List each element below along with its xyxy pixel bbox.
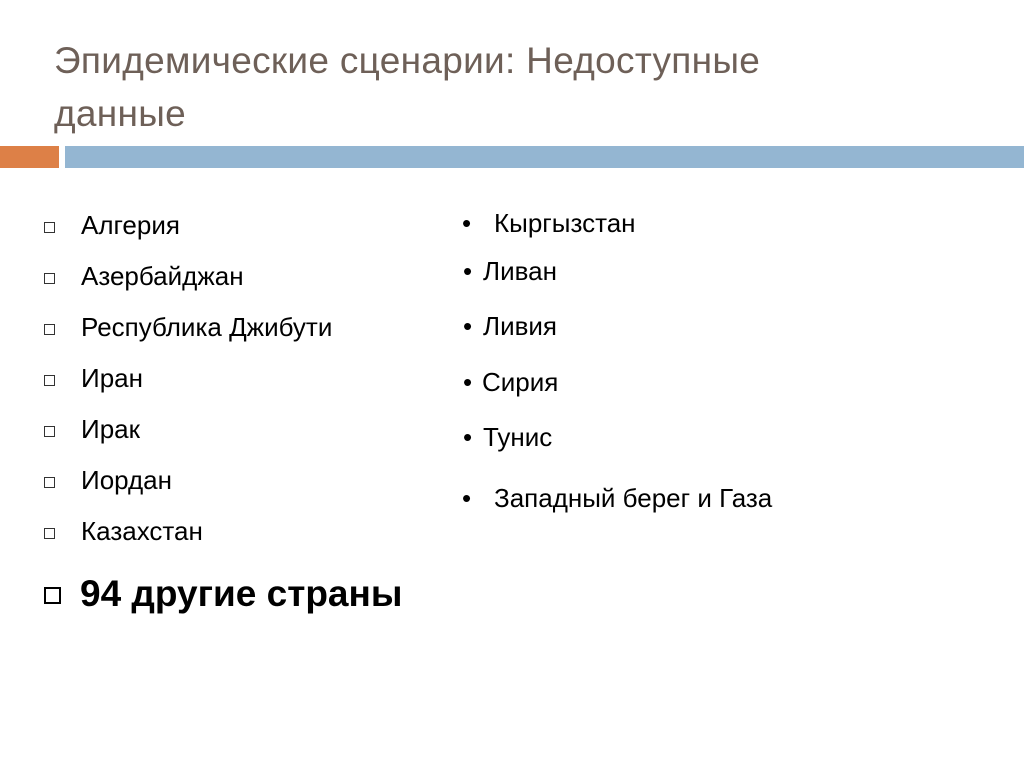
list-item-label: Казахстан [81, 516, 203, 546]
hollow-square-bullet-icon [44, 587, 61, 604]
round-bullet-icon: • [463, 367, 473, 397]
list-item-label: Ирак [81, 414, 140, 444]
round-bullet-icon: • [462, 208, 472, 238]
hollow-square-bullet-icon [44, 375, 55, 386]
list-item-label: Иран [81, 363, 143, 393]
slide-title-line-2: данные [54, 93, 187, 134]
round-bullet-icon: • [462, 483, 472, 513]
list-item-label: Иордан [81, 465, 172, 495]
hollow-square-bullet-icon [44, 528, 55, 539]
left-country-list [44, 0, 444, 768]
round-bullet-icon: • [463, 256, 473, 286]
list-item-label: Ливан [483, 256, 557, 286]
list-item-label: Тунис [483, 422, 553, 452]
list-item-label: Западный берег и Газа [494, 483, 773, 513]
hollow-square-bullet-icon [44, 477, 55, 488]
hollow-square-bullet-icon [44, 222, 55, 233]
hollow-square-bullet-icon [44, 324, 55, 335]
round-bullet-icon: • [463, 422, 473, 452]
list-item-label: Азербайджан [81, 261, 244, 291]
list-item-label: Кыргызстан [494, 208, 636, 238]
hollow-square-bullet-icon [44, 273, 55, 284]
list-item-label: Сирия [482, 367, 559, 397]
round-bullet-icon: • [463, 311, 473, 341]
slide-title-line-1: Эпидемические сценарии: Недоступные [54, 40, 761, 81]
hollow-square-bullet-icon [44, 426, 55, 437]
list-item-label: Республика Джибути [81, 312, 333, 342]
highlight-label: 94 другие страны [80, 573, 403, 614]
right-country-list [460, 0, 960, 768]
list-item-label: Алгерия [81, 210, 180, 240]
list-item-label: Ливия [483, 311, 558, 341]
